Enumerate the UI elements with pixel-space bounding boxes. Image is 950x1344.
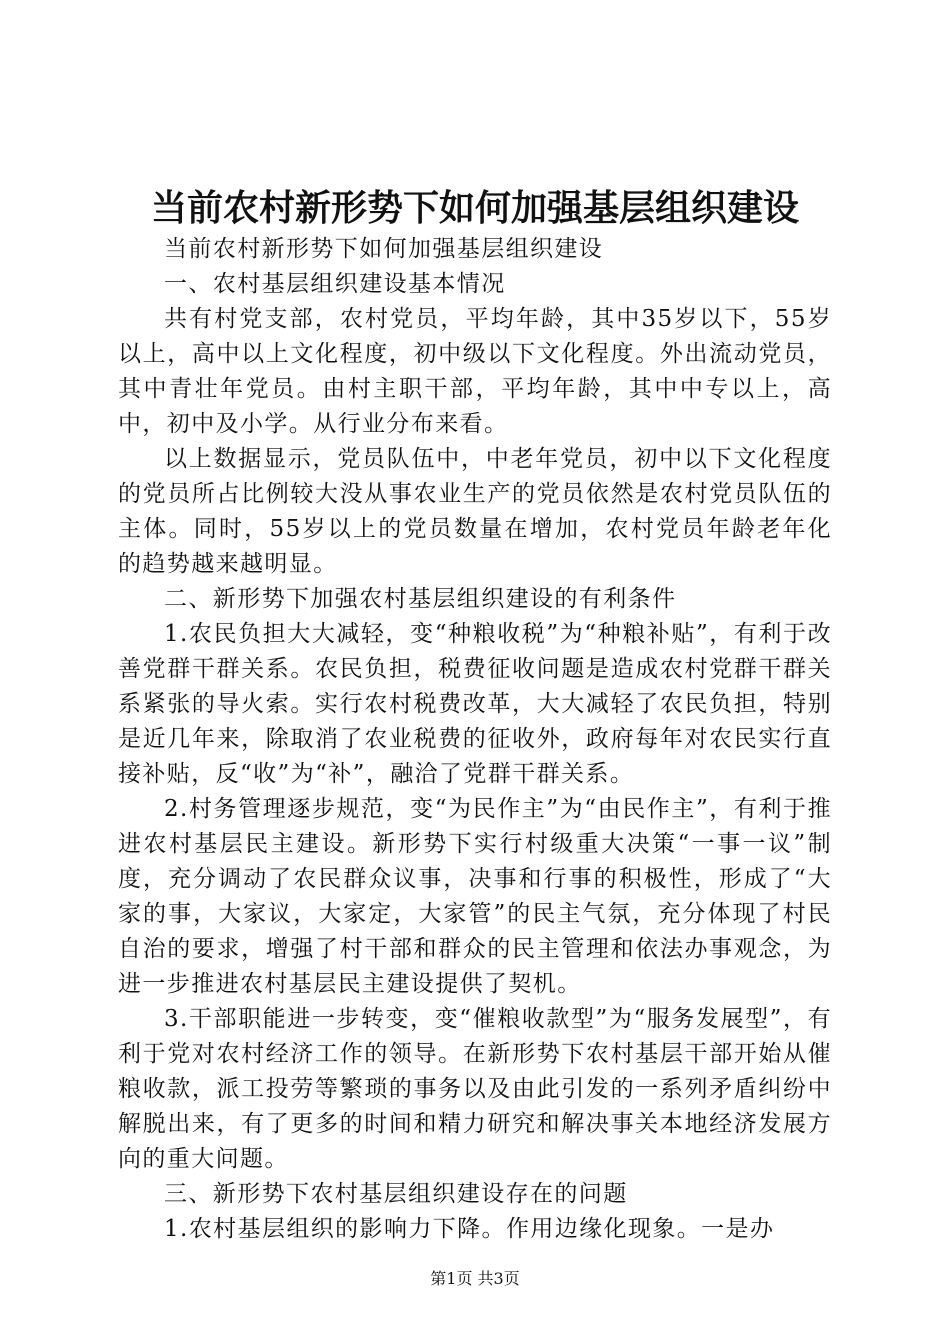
section-heading: 二、新形势下加强农村基层组织建设的有利条件 <box>164 586 677 612</box>
paragraph: 1.农村基层组织的影响力下降。作用边缘化现象。一是办 <box>164 1216 775 1242</box>
paragraph: 以上数据显示，党员队伍中，中老年党员，初中以下文化程度的党员所占比例较大没从事农业生产的党员依然是农村党员队伍的主体。同时，55岁以上的党员数量在增加，农村党员年龄老年化的趋势越来越明显。 <box>118 446 832 577</box>
document-body <box>118 232 832 1247</box>
page-title: 当前农村新形势下如何加强基层组织建设 <box>150 187 799 229</box>
paragraph: 当前农村新形势下如何加强基层组织建设 <box>164 236 604 262</box>
paragraph: 1.农民负担大大减轻，变“种粮收税”为“种粮补贴”，有利于改善党群干群关系。农民负担，税费征收问题是造成农村党群干群关系紧张的导火索。实行农村税费改革，大大减轻了农民负担，特别是近几年来，除取消了农业税费的征收外，政府每年对农民实行直接补贴，反“收”为“补”，融洽了党群干群关系。 <box>118 621 832 787</box>
paragraph: 共有村党支部，农村党员，平均年龄，其中35岁以下，55岁以上，高中以上文化程度，初中级以下文化程度。外出流动党员，其中青壮年党员。由村主职干部，平均年龄，其中中专以上，高中，初中及小学。从行业分布来看。 <box>118 306 832 437</box>
paragraph: 2.村务管理逐步规范，变“为民作主”为“由民作主”，有利于推进农村基层民主建设。新形势下实行村级重大决策“一事一议”制度，充分调动了农民群众议事，决事和行事的积极性，形成了“大家的事，大家议，大家定，大家管”的民主气氛，充分体现了村民自治的要求，增强了村干部和群众的民主管理和依法办事观念，为进一步推进农村基层民主建设提供了契机。 <box>118 796 832 997</box>
paragraph: 3.干部职能进一步转变，变“催粮收款型”为“服务发展型”，有利于党对农村经济工作的领导。在新形势下农村基层干部开始从催粮收款，派工投劳等繁琐的事务以及由此引发的一系列矛盾纠纷中解脱出来，有了更多的时间和精力研究和解决事关本地经济发展方向的重大问题。 <box>118 1006 832 1172</box>
page-footer: 第1页 共3页 <box>430 1269 520 1288</box>
section-heading: 三、新形势下农村基层组织建设存在的问题 <box>164 1181 628 1207</box>
section-heading: 一、农村基层组织建设基本情况 <box>164 271 506 297</box>
